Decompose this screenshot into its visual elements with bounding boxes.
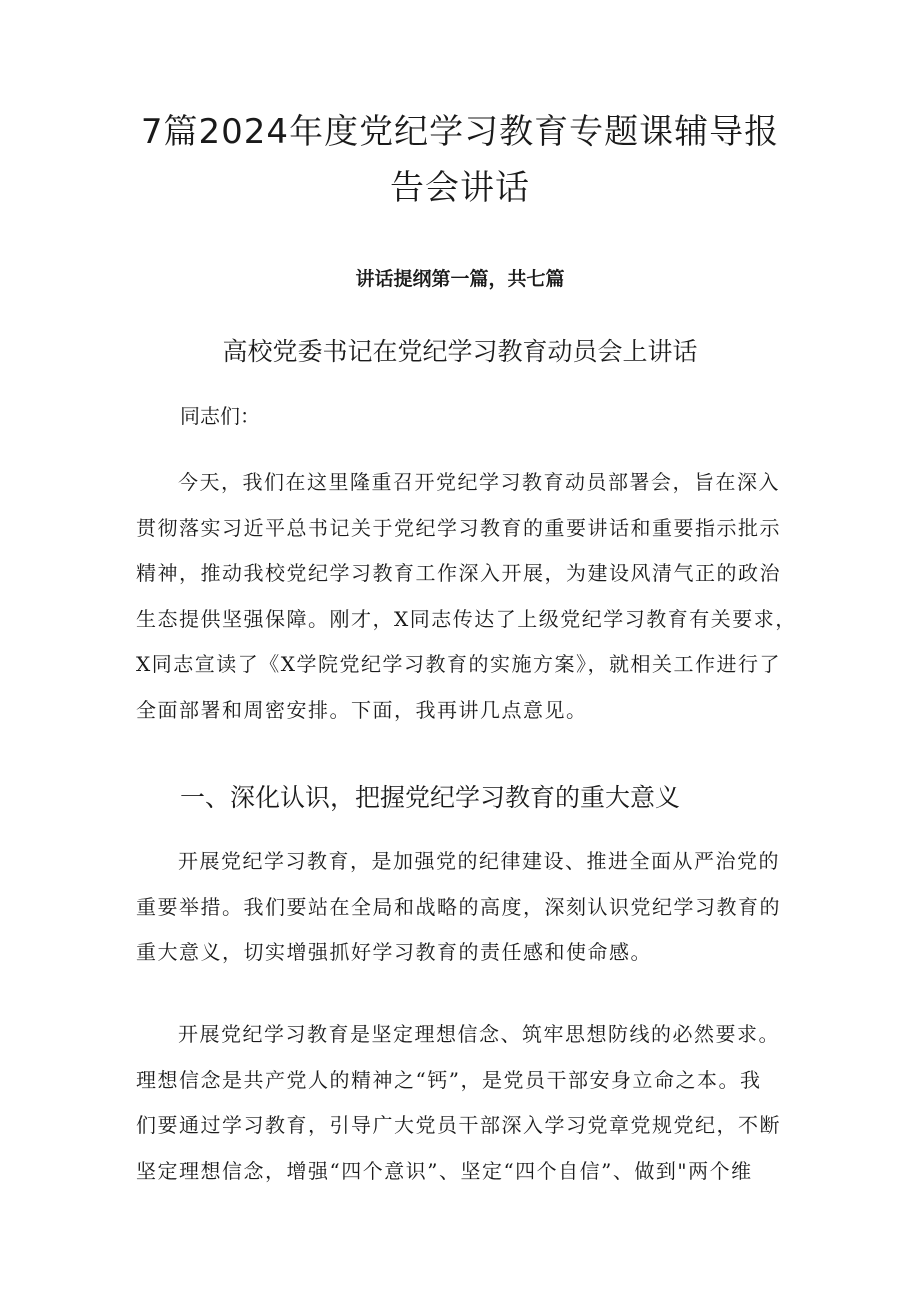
paragraph-line: X同志宣读了《X学院党纪学习教育的实施方案》，就相关工作进行了 bbox=[136, 652, 781, 676]
paragraph-line: 重要举措。我们要站在全局和战略的高度，深刻认识党纪学习教育的 bbox=[136, 894, 781, 919]
document-title-line-1: 7篇2024年度党纪学习教育专题课辅导报 bbox=[140, 112, 780, 152]
section-heading-1: 一、深化认识，把握党纪学习教育的重大意义 bbox=[180, 783, 681, 812]
paragraph-line: 今天，我们在这里隆重召开党纪学习教育动员部署会，旨在深入 bbox=[178, 470, 780, 494]
paragraph-line: 重大意义，切实增强抓好学习教育的责任感和使命感。 bbox=[136, 940, 652, 964]
paragraph-line: 坚定理想信念，增强“四个意识”、坚定“四个自信”、做到"两个维 bbox=[136, 1158, 753, 1183]
speech-title: 高校党委书记在党纪学习教育动员会上讲话 bbox=[222, 337, 698, 366]
paragraph-section1-intro bbox=[136, 839, 796, 976]
paragraph-line: 们要通过学习教育，引导广大党员干部深入学习党章党规党纪，不断 bbox=[136, 1113, 781, 1137]
paragraph-line: 贯彻落实习近平总书记关于党纪学习教育的重要讲话和重要指示批示 bbox=[136, 515, 781, 540]
paragraph-line: 全面部署和周密安排。下面，我再讲几点意见。 bbox=[136, 697, 588, 722]
document-title bbox=[130, 104, 790, 216]
paragraph-line: 精神，推动我校党纪学习教育工作深入开展，为建设风清气正的政治 bbox=[136, 561, 781, 585]
paragraph-ideals bbox=[136, 1012, 796, 1194]
salutation: 同志们： bbox=[180, 404, 260, 428]
paragraph-line: 理想信念是共产党人的精神之“钙”，是党员干部安身立命之本。我 bbox=[136, 1067, 762, 1092]
paragraph-line: 开展党纪学习教育是坚定理想信念、筑牢思想防线的必然要求。 bbox=[178, 1022, 780, 1046]
outline-subtitle: 讲话提纲第一篇，共七篇 bbox=[355, 268, 565, 290]
document-title-line-2: 告会讲话 bbox=[390, 168, 530, 208]
paragraph-line: 开展党纪学习教育，是加强党的纪律建设、推进全面从严治党的 bbox=[178, 849, 780, 873]
paragraph-line: 生态提供坚强保障。刚才，X同志传达了上级党纪学习教育有关要求， bbox=[136, 606, 797, 631]
paragraph-intro bbox=[136, 460, 796, 733]
